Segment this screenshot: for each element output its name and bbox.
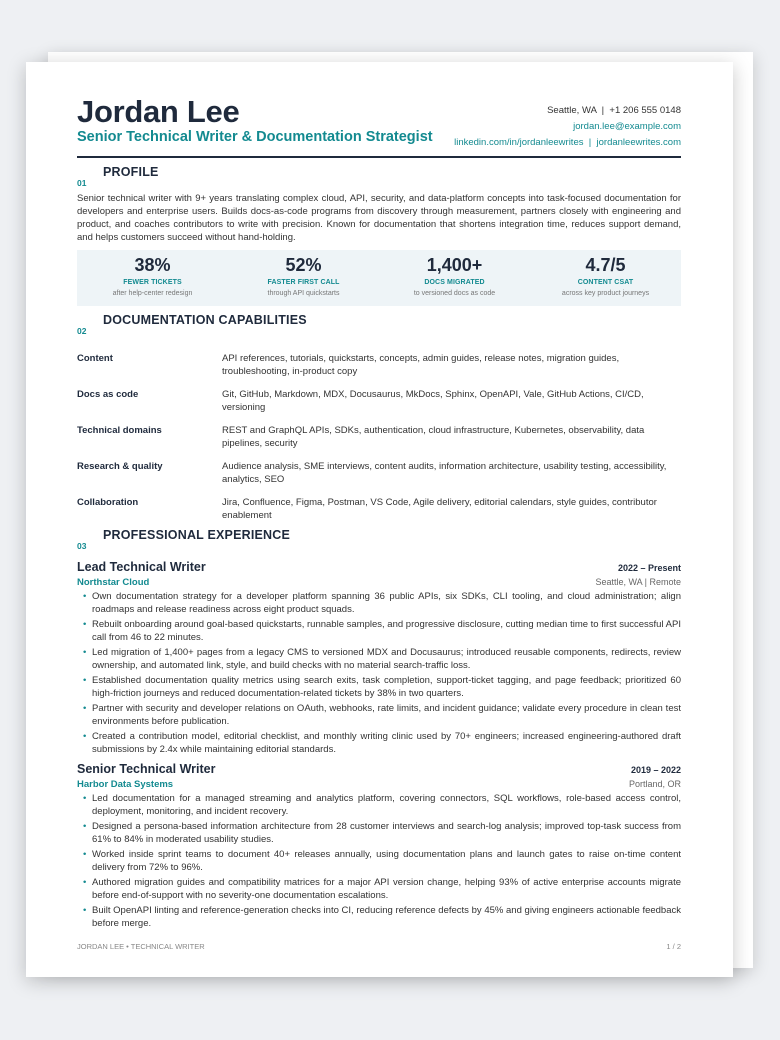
- capabilities-section-number: 02: [77, 326, 87, 336]
- list-item: • Led migration of 1,400+ pages from a legacy CMS to versioned MDX and Docusaurus; introduced reusable components, redirects, review ownership, and automated link, style, and build checks with no material search-traffic loss.: [77, 646, 681, 672]
- job-header: [77, 762, 681, 792]
- list-item: • Worked inside sprint teams to document 40+ releases annually, using documentation plans and launch gates to raise on-time content delivery from 72% to 96%.: [77, 848, 681, 874]
- capability-key: Collaboration: [77, 497, 139, 508]
- capability-key: Content: [77, 353, 113, 364]
- job-bullets: [77, 590, 681, 756]
- metric-caption: through API quickstarts: [267, 290, 340, 297]
- capability-value: API references, tutorials, quickstarts, concepts, admin guides, release notes, migration guides, troubleshooting, in-product copy: [222, 353, 620, 377]
- list-item: • Built OpenAPI linting and reference-generation checks into CI, reducing reference defects by 45% and giving engineers actionable feedback before merge.: [77, 904, 681, 930]
- capability-value: Jira, Confluence, Figma, Postman, VS Code, Agile delivery, editorial calendars, style guides, contributor enablement: [222, 497, 657, 521]
- list-item: • Own documentation strategy for a developer platform spanning 36 public APIs, six SDKs, CLI tooling, and cloud administration; align roadmaps and release readiness across eight product squads.: [77, 590, 681, 616]
- profile-section-title: PROFILE: [103, 165, 159, 179]
- metric-csat: [530, 250, 681, 306]
- contact-email[interactable]: jordan.lee@example.com: [573, 121, 681, 132]
- metric-first-call: [228, 250, 379, 306]
- experience-section-number: 03: [77, 541, 87, 551]
- metric-value: 1,400+: [426, 255, 483, 275]
- metric-value: 38%: [134, 255, 171, 275]
- metric-tickets: [77, 250, 228, 306]
- resume-page: [26, 62, 733, 977]
- metrics-band: [77, 250, 681, 306]
- list-item: • Established documentation quality metrics using search exits, task completion, support-ticket tagging, and page feedback; prioritized 60 high-friction journeys and reduced documentation-related tickets by 38% in two quarters.: [77, 674, 681, 700]
- list-item: • Authored migration guides and compatibility matrices for a major API version change, helping 93% of active enterprise accounts migrate before end-of-support with no severity-one documentation escalations.: [77, 876, 681, 902]
- capability-key: Technical domains: [77, 425, 162, 436]
- metric-caption: after help-center redesign: [112, 290, 193, 297]
- capability-value: REST and GraphQL APIs, SDKs, authentication, cloud infrastructure, Kubernetes, observability, data pipelines, security: [222, 425, 645, 449]
- capability-row: [77, 424, 681, 460]
- job-location: Seattle, WA | Remote: [595, 577, 681, 587]
- list-item: • Created a contribution model, editorial checklist, and monthly writing clinic used by 70+ engineers; increased engineering-authored draft submissions by 2.4x while maintaining editorial standards.: [77, 730, 681, 756]
- job-entry-northstar: [77, 560, 681, 758]
- metric-value: 52%: [285, 255, 322, 275]
- contact-phone: +1 206 555 0148: [609, 105, 681, 116]
- page-number: 1 / 2: [666, 942, 681, 951]
- contact-block: [454, 103, 681, 151]
- metric-value: 4.7/5: [585, 255, 626, 275]
- job-title: Lead Technical Writer: [77, 560, 206, 574]
- metric-label: CONTENT CSAT: [577, 279, 634, 286]
- contact-links: [454, 135, 681, 151]
- capabilities-section-title: DOCUMENTATION CAPABILITIES: [103, 313, 307, 327]
- footer-label: JORDAN LEE • TECHNICAL WRITER: [77, 942, 205, 951]
- metric-caption: across key product journeys: [561, 290, 650, 297]
- metric-label: FEWER TICKETS: [123, 279, 182, 286]
- capability-value: Audience analysis, SME interviews, content audits, information architecture, usability testing, accessibility, analytics, SEO: [222, 461, 667, 485]
- capability-row: [77, 460, 681, 496]
- candidate-role: Senior Technical Writer & Documentation Strategist: [77, 129, 433, 145]
- capability-row: [77, 352, 681, 388]
- candidate-name: Jordan Lee: [77, 94, 240, 129]
- capability-value: Git, GitHub, Markdown, MDX, Docusaurus, MkDocs, Sphinx, OpenAPI, Vale, GitHub Actions, CI/CD, versioning: [222, 389, 644, 413]
- contact-website[interactable]: jordanleewrites.com: [596, 137, 681, 148]
- contact-separator: |: [599, 105, 607, 116]
- job-title: Senior Technical Writer: [77, 762, 216, 776]
- contact-location-phone: [454, 103, 681, 119]
- list-item: • Led documentation for a managed streaming and analytics platform, covering connectors, SQL workflows, role-based access control, deployment, monitoring, and incident recovery.: [77, 792, 681, 818]
- profile-section-number: 01: [77, 178, 87, 188]
- experience-section-title: PROFESSIONAL EXPERIENCE: [103, 528, 291, 542]
- metric-label: FASTER FIRST CALL: [267, 279, 340, 286]
- contact-linkedin[interactable]: linkedin.com/in/jordanleewrites: [454, 137, 584, 148]
- header-divider: [77, 156, 681, 158]
- metric-label: DOCS MIGRATED: [424, 279, 485, 286]
- metric-caption: to versioned docs as code: [413, 290, 496, 297]
- job-bullets: [77, 792, 681, 930]
- list-item: • Designed a persona-based information architecture from 28 customer interviews and search-log analysis; improved top-task success from 61% to 84% in moderated usability studies.: [77, 820, 681, 846]
- job-entry-harbor: [77, 762, 681, 932]
- profile-summary: Senior technical writer with 9+ years translating complex cloud, API, security, and data-platform concepts into task-focused documentation for developers and enterprise users. Builds docs-as-code programs from discovery through measurement, partners closely with engineering and product, and coaches contributors to write with precision. Known for documentation that shortens integration time, reduces support demand, and helps customers succeed without hand-holding.: [77, 193, 681, 243]
- capability-key: Docs as code: [77, 389, 139, 400]
- job-company: Northstar Cloud: [77, 577, 150, 588]
- metric-docs-migrated: [379, 250, 530, 306]
- list-item: • Rebuilt onboarding around goal-based quickstarts, runnable samples, and progressive disclosure, cutting median time to first successful API call from 46 to 22 minutes.: [77, 618, 681, 644]
- job-dates: 2022 – Present: [617, 563, 681, 573]
- capability-row: [77, 388, 681, 424]
- contact-location: Seattle, WA: [547, 105, 597, 116]
- capabilities-table: [77, 352, 681, 532]
- capability-row: [77, 496, 681, 532]
- job-dates: 2019 – 2022: [630, 765, 681, 775]
- job-location: Portland, OR: [628, 779, 681, 789]
- page-footer: [77, 942, 681, 951]
- job-company: Harbor Data Systems: [77, 779, 174, 790]
- capability-key: Research & quality: [77, 461, 163, 472]
- job-header: [77, 560, 681, 590]
- list-item: • Partner with security and developer relations on OAuth, webhooks, rate limits, and incident guidance; validate every procedure in clean test environments before publication.: [77, 702, 681, 728]
- contact-separator: |: [586, 137, 594, 148]
